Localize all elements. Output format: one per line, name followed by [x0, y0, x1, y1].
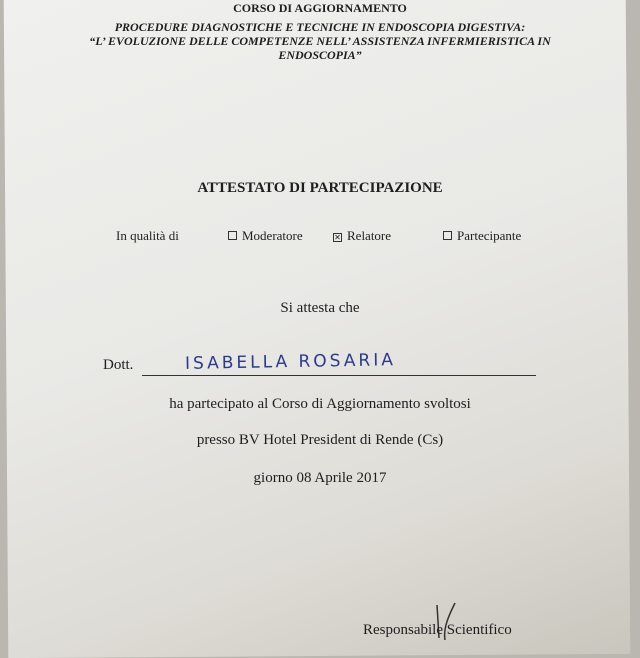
body-line-1: ha partecipato al Corso di Aggiornamento svoltosi — [169, 396, 471, 412]
certificate-heading: ATTESTATO DI PARTECIPAZIONE — [197, 180, 443, 196]
role-label-text: Moderatore — [242, 228, 303, 243]
checkbox-checked-icon: ✕ — [334, 233, 341, 242]
signature-label: Responsabile Scientifico — [363, 622, 512, 638]
handwritten-name: ISABELLA ROSARIA — [184, 350, 397, 374]
course-label: CORSO DI AGGIORNAMENTO — [233, 1, 407, 15]
certificate-paper — [4, 0, 631, 658]
role-moderatore — [228, 228, 303, 244]
role-relatore — [333, 228, 391, 244]
role-label-text: Relatore — [347, 228, 392, 243]
checkbox-unchecked-icon — [443, 231, 452, 240]
title-prefix: Dott. — [103, 357, 134, 373]
body-line-3: giorno 08 Aprile 2017 — [253, 470, 387, 486]
checkbox-unchecked-icon — [228, 231, 237, 240]
role-label: In qualità di — [116, 228, 179, 243]
role-label-text: Partecipante — [457, 228, 522, 243]
course-title-line-1: PROCEDURE DIAGNOSTICHE E TECNICHE IN ENDOSCOPIA DIGESTIVA: — [114, 20, 526, 34]
course-title-line-3: ENDOSCOPIA” — [278, 48, 362, 62]
body-line-2: presso BV Hotel President di Rende (Cs) — [196, 432, 444, 448]
attest-text: Si attesta che — [280, 300, 360, 316]
name-line — [142, 375, 536, 376]
course-title-line-2: “L’ EVOLUZIONE DELLE COMPETENZE NELL’ ASSISTENZA INFERMIERISTICA IN — [89, 34, 551, 48]
role-partecipante — [443, 228, 521, 244]
